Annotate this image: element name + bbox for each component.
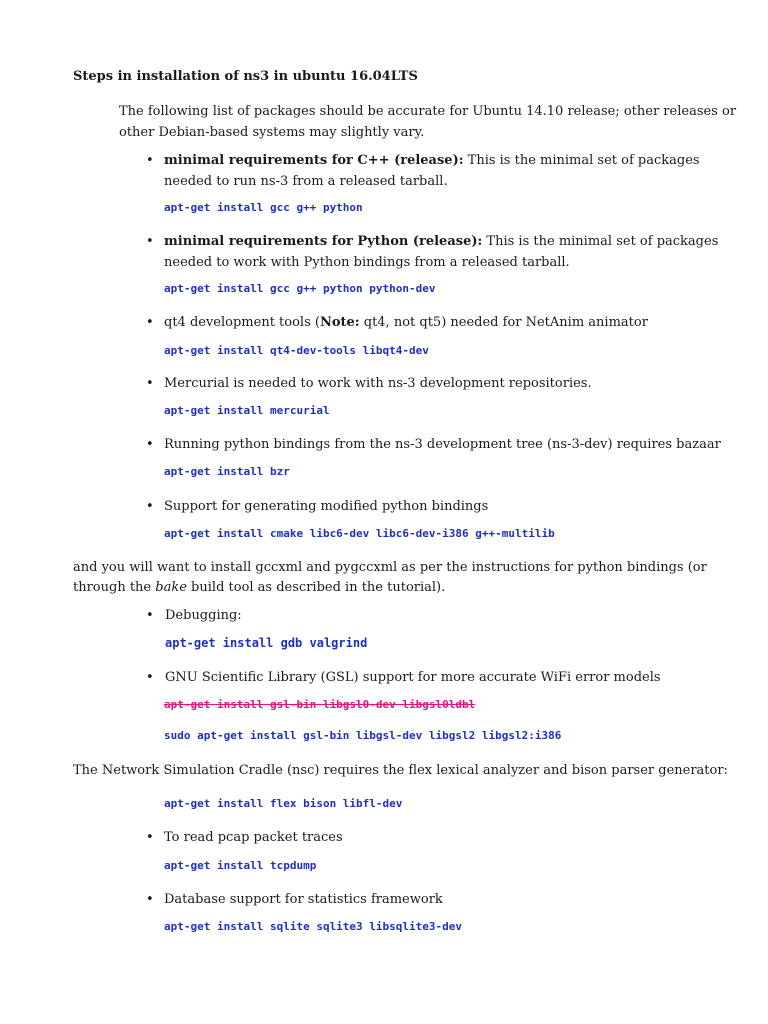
list-item-cpp bbox=[164, 150, 700, 171]
list-item-debugging: Debugging: bbox=[165, 608, 242, 623]
list-item-qt4 bbox=[164, 312, 648, 333]
pcap-command: apt-get install tcpdump bbox=[164, 859, 317, 872]
cpp-text: This is the minimal set of packages bbox=[463, 153, 700, 168]
qt4-note: Note: bbox=[319, 315, 360, 330]
qt4-command: apt-get install qt4-dev-tools libqt4-dev bbox=[164, 344, 429, 357]
list-item-bazaar: Running python bindings from the ns-3 development tree (ns-3-dev) requires bazaar bbox=[164, 437, 721, 452]
intro-line-2: other Debian-based systems may slightly vary. bbox=[119, 125, 425, 140]
list-item-bindings: Support for generating modified python bindings bbox=[164, 499, 489, 514]
bullet-icon: • bbox=[146, 437, 154, 452]
bullet-icon: • bbox=[146, 830, 154, 845]
mercurial-command: apt-get install mercurial bbox=[164, 404, 330, 417]
python-command: apt-get install gcc g++ python python-dev bbox=[164, 282, 436, 295]
nsc-command: apt-get install flex bison libfl-dev bbox=[164, 797, 403, 810]
bullet-icon: • bbox=[146, 376, 154, 391]
list-item-mercurial: Mercurial is needed to work with ns-3 development repositories. bbox=[164, 376, 592, 391]
bindings-command: apt-get install cmake libc6-dev libc6-dev-i386 g++-multilib bbox=[164, 527, 555, 540]
gccxml-line-2 bbox=[73, 577, 445, 598]
bullet-icon: • bbox=[146, 234, 154, 249]
gccxml-text-post: build tool as described in the tutorial). bbox=[186, 580, 446, 595]
debugging-command: apt-get install gdb valgrind bbox=[165, 636, 368, 650]
python-text: This is the minimal set of packages bbox=[482, 234, 719, 249]
cpp-text-line-2: needed to run ns-3 from a released tarball. bbox=[164, 174, 448, 189]
gccxml-bake: bake bbox=[155, 580, 187, 595]
nsc-text: The Network Simulation Cradle (nsc) requires the flex lexical analyzer and bison parser generator: bbox=[73, 763, 728, 778]
bullet-icon: • bbox=[146, 499, 154, 514]
python-heading: minimal requirements for Python (release): bbox=[164, 234, 483, 249]
list-item-python bbox=[164, 231, 718, 252]
list-item-pcap: To read pcap packet traces bbox=[164, 830, 343, 845]
cpp-command: apt-get install gcc g++ python bbox=[164, 201, 363, 214]
list-item-database: Database support for statistics framework bbox=[164, 892, 443, 907]
page-title: Steps in installation of ns3 in ubuntu 16.04LTS bbox=[73, 69, 418, 84]
qt4-text-pre: qt4 development tools ( bbox=[164, 315, 320, 330]
qt4-text-post: qt4, not qt5) needed for NetAnim animator bbox=[359, 315, 648, 330]
gsl-command: sudo apt-get install gsl-bin libgsl-dev libgsl2 libgsl2:i386 bbox=[164, 729, 562, 742]
bullet-icon: • bbox=[146, 315, 154, 330]
bullet-icon: • bbox=[146, 153, 154, 168]
python-text-line-2: needed to work with Python bindings from a released tarball. bbox=[164, 255, 570, 270]
bullet-icon: • bbox=[146, 608, 154, 623]
intro-line-1: The following list of packages should be accurate for Ubuntu 14.10 release; other releases or bbox=[119, 104, 737, 119]
bazaar-command: apt-get install bzr bbox=[164, 465, 290, 478]
gccxml-text-pre: through the bbox=[73, 580, 156, 595]
gccxml-line-1: and you will want to install gccxml and pygccxml as per the instructions for python bindings (or bbox=[73, 560, 707, 575]
bullet-icon: • bbox=[146, 892, 154, 907]
list-item-gsl: GNU Scientific Library (GSL) support for more accurate WiFi error models bbox=[165, 670, 661, 685]
cpp-heading: minimal requirements for C++ (release): bbox=[164, 153, 464, 168]
database-command: apt-get install sqlite sqlite3 libsqlite3-dev bbox=[164, 920, 463, 933]
gsl-command-old: apt-get install gsl-bin libgsl0-dev libgsl0ldbl bbox=[164, 698, 476, 711]
bullet-icon: • bbox=[146, 670, 154, 685]
